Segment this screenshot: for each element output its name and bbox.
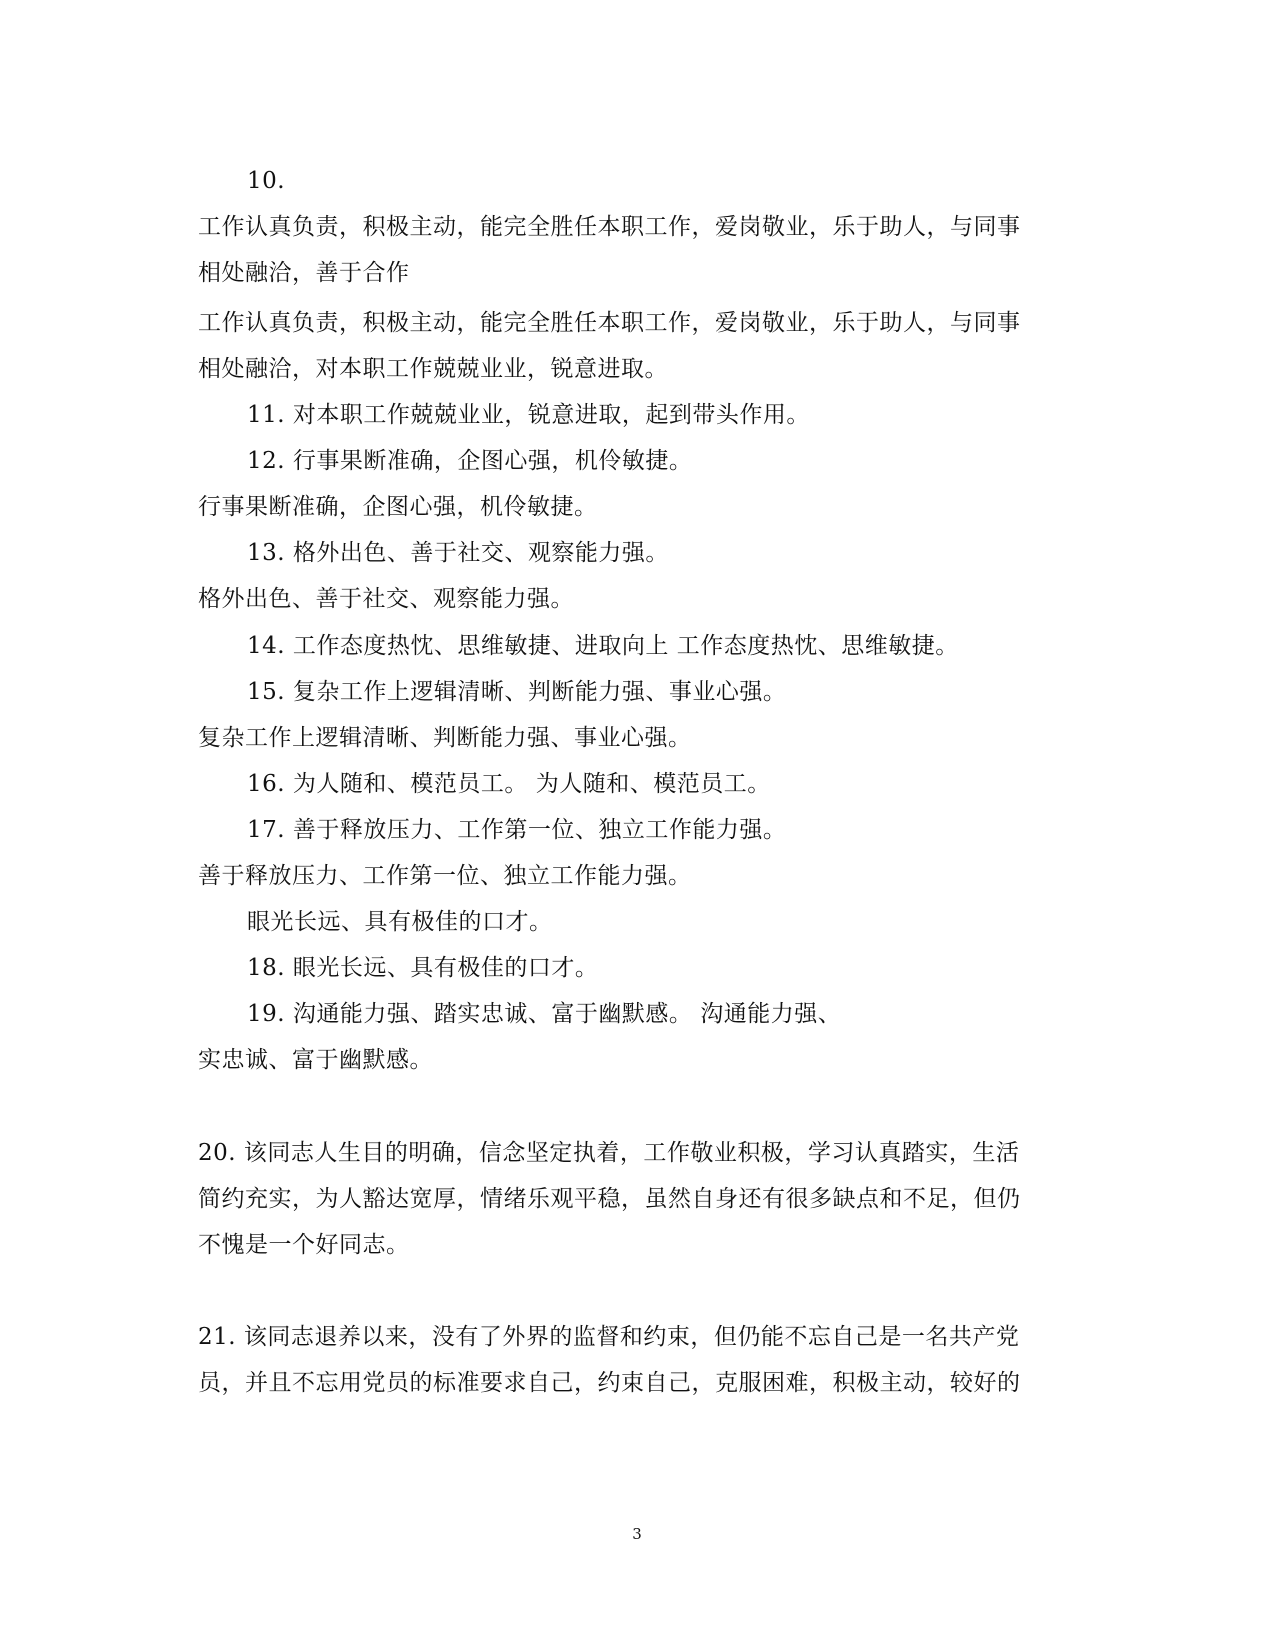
paragraph-line: 不愧是一个好同志。 [198, 1232, 410, 1258]
paragraph-line: 工作认真负责，积极主动，能完全胜任本职工作，爱岗敬业，乐于助人，与同事 [198, 214, 1021, 240]
paragraph-line: 实忠诚、富于幽默感。 [198, 1047, 433, 1073]
paragraph-line: 格外出色、善于社交、观察能力强。 [198, 586, 574, 612]
paragraph-line: 12. 行事果断准确，企图心强，机伶敏捷。 [247, 448, 693, 474]
paragraph-line: 21. 该同志退养以来，没有了外界的监督和约束，但仍能不忘自己是一名共产党 [198, 1324, 1020, 1350]
paragraph-line: 17. 善于释放压力、工作第一位、独立工作能力强。 [247, 817, 787, 843]
paragraph-line: 11. 对本职工作兢兢业业，锐意进取，起到带头作用。 [247, 402, 810, 428]
paragraph-line: 20. 该同志人生目的明确，信念坚定执着，工作敬业积极，学习认真踏实，生活 [198, 1140, 1020, 1166]
paragraph-line: 眼光长远、具有极佳的口才。 [247, 909, 553, 935]
paragraph-line: 相处融洽，善于合作 [198, 260, 410, 286]
paragraph-line: 15. 复杂工作上逻辑清晰、判断能力强、事业心强。 [247, 679, 787, 705]
paragraph-line: 10. [247, 168, 286, 194]
paragraph-line: 员，并且不忘用党员的标准要求自己，约束自己，克服困难，积极主动，较好的 [198, 1370, 1021, 1396]
paragraph-line: 复杂工作上逻辑清晰、判断能力强、事业心强。 [198, 725, 692, 751]
page-number: 3 [632, 1525, 642, 1543]
paragraph-line: 18. 眼光长远、具有极佳的口才。 [247, 955, 599, 981]
paragraph-line: 16. 为人随和、模范员工。 为人随和、模范员工。 [247, 771, 771, 797]
paragraph-line: 行事果断准确，企图心强，机伶敏捷。 [198, 494, 598, 520]
paragraph-line: 简约充实，为人豁达宽厚，情绪乐观平稳，虽然自身还有很多缺点和不足，但仍 [198, 1186, 1021, 1212]
paragraph-line: 14. 工作态度热忱、思维敏捷、进取向上 工作态度热忱、思维敏捷。 [247, 633, 959, 659]
paragraph-line: 19. 沟通能力强、踏实忠诚、富于幽默感。 沟通能力强、 [247, 1001, 842, 1027]
paragraph-line: 善于释放压力、工作第一位、独立工作能力强。 [198, 863, 692, 889]
paragraph-line: 工作认真负责，积极主动，能完全胜任本职工作，爱岗敬业，乐于助人，与同事 [198, 310, 1021, 336]
paragraph-line: 13. 格外出色、善于社交、观察能力强。 [247, 540, 669, 566]
paragraph-line: 相处融洽，对本职工作兢兢业业，锐意进取。 [198, 356, 668, 382]
